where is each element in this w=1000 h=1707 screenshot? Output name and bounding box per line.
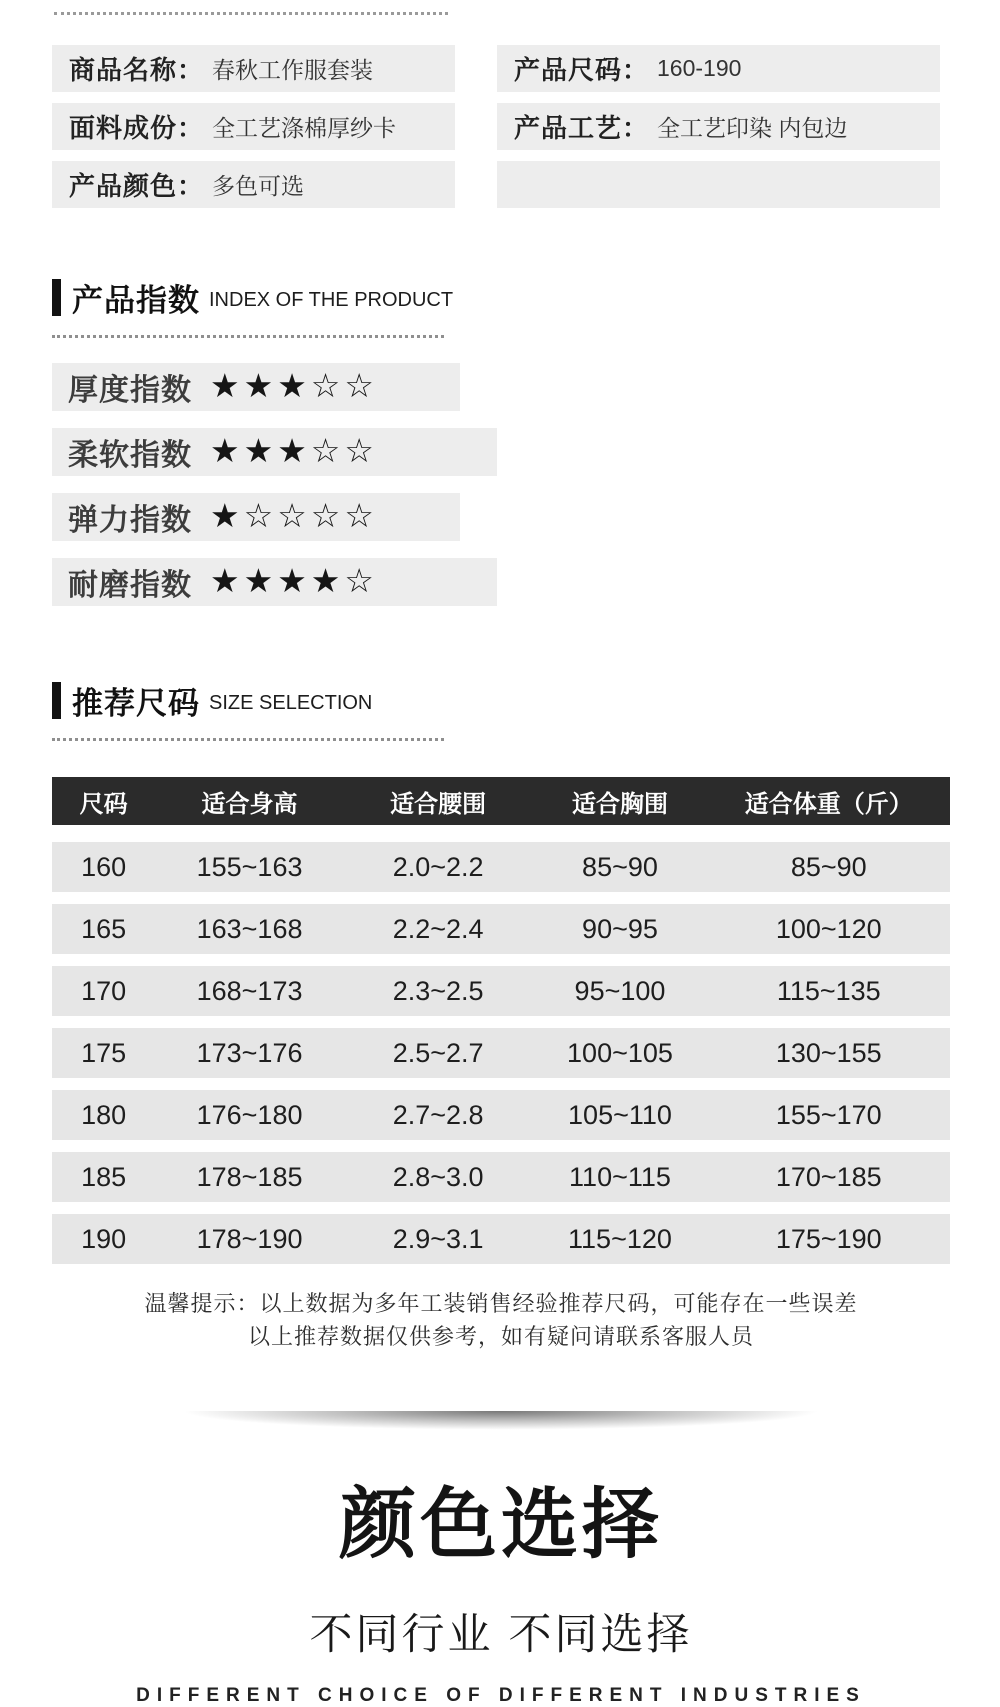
spec-box <box>52 45 455 92</box>
size-table-cell: 90~95 <box>582 913 658 944</box>
size-table-cell: 155~170 <box>775 1099 882 1130</box>
specs-right-column <box>497 45 940 219</box>
rating-label: 厚度指数 <box>68 374 192 407</box>
header-bar-icon <box>52 682 61 719</box>
size-table-cell: 100~105 <box>567 1037 673 1068</box>
size-table-cell: 168~173 <box>196 975 303 1006</box>
size-table-cell: 130~155 <box>775 1037 882 1068</box>
size-table-header <box>52 777 950 825</box>
spec-box <box>497 103 940 150</box>
star-filled-icon: ★ <box>277 561 311 599</box>
star-empty-icon: ☆ <box>277 496 311 534</box>
size-table-cell: 175 <box>81 1037 127 1068</box>
top-dotted-divider <box>54 12 448 15</box>
index-section-header <box>52 275 950 320</box>
spec-box <box>497 45 940 92</box>
product-specs <box>52 45 950 219</box>
spec-label: 面料成份： <box>69 113 205 143</box>
size-table-cell: 170~185 <box>775 1161 882 1192</box>
color-section-title: 颜色选择 <box>339 1482 663 1568</box>
shadow-divider <box>61 1411 941 1437</box>
spec-label: 产品颜色： <box>69 171 205 201</box>
size-table-cell: 2.3~2.5 <box>392 975 484 1006</box>
rating-label: 弹力指数 <box>68 504 192 537</box>
ratings-grid <box>52 363 950 623</box>
size-table-cell: 2.5~2.7 <box>392 1037 484 1068</box>
size-table-cell: 173~176 <box>196 1037 303 1068</box>
size-note-line2: 以上推荐数据仅供参考，如有疑问请联系客服人员 <box>247 1324 754 1349</box>
star-rating <box>210 366 378 406</box>
star-filled-icon: ★ <box>210 366 244 404</box>
star-filled-icon: ★ <box>243 431 278 469</box>
size-table-cell: 115~120 <box>568 1223 672 1254</box>
rating-row <box>52 428 497 476</box>
size-table-cell: 176~180 <box>196 1099 303 1130</box>
star-filled-icon: ★ <box>277 366 311 404</box>
star-empty-icon: ☆ <box>344 561 378 599</box>
size-table-cell: 115~135 <box>776 975 881 1006</box>
index-section-subtitle: INDEX OF THE PRODUCT <box>209 289 454 311</box>
size-table-cell: 190 <box>81 1223 127 1254</box>
spec-value: 多色可选 <box>212 173 305 199</box>
size-table-cell: 95~100 <box>574 975 666 1006</box>
size-table-row <box>52 1214 950 1264</box>
size-table-cell: 163~168 <box>196 913 303 944</box>
star-empty-icon: ☆ <box>243 496 278 534</box>
star-empty-icon: ☆ <box>310 496 345 534</box>
size-table-cell: 85~90 <box>582 851 658 882</box>
size-table-row <box>52 842 950 892</box>
size-table-row <box>52 904 950 954</box>
star-rating <box>210 431 378 471</box>
rating-row <box>52 363 460 411</box>
size-table-cell: 2.7~2.8 <box>392 1099 484 1130</box>
size-table-header-cell: 适合腰围 <box>390 790 487 818</box>
size-table-row <box>52 966 950 1016</box>
size-table-cell: 2.2~2.4 <box>392 913 484 944</box>
size-table-header-cell: 适合胸围 <box>571 790 668 818</box>
size-section-subtitle: SIZE SELECTION <box>209 692 373 714</box>
spec-value: 全工艺印染 内包边 <box>657 115 848 141</box>
size-table-header-cell: 尺码 <box>79 790 128 818</box>
size-table-cell: 85~90 <box>790 851 867 882</box>
size-table-cell: 180 <box>81 1099 127 1130</box>
star-empty-icon: ☆ <box>310 431 345 469</box>
color-section-subtitle: 不同行业 不同选择 <box>309 1611 693 1659</box>
spec-label: 商品名称： <box>69 55 205 85</box>
rating-row <box>52 493 460 541</box>
spec-label: 产品工艺： <box>514 113 650 143</box>
specs-left-column <box>52 45 455 219</box>
size-table-cell: 160 <box>81 851 127 882</box>
size-table-header-cell: 适合身高 <box>201 790 298 818</box>
rating-row <box>52 558 497 606</box>
spec-label: 产品尺码： <box>514 55 650 85</box>
star-empty-icon: ☆ <box>344 496 378 534</box>
star-filled-icon: ★ <box>210 496 244 534</box>
star-filled-icon: ★ <box>243 561 278 599</box>
star-filled-icon: ★ <box>210 431 244 469</box>
spec-box <box>52 103 455 150</box>
rating-label: 柔软指数 <box>68 439 192 472</box>
size-table-cell: 155~163 <box>196 851 303 882</box>
size-table-cell: 105~110 <box>568 1099 672 1130</box>
star-empty-icon: ☆ <box>310 366 345 404</box>
star-filled-icon: ★ <box>210 561 244 599</box>
size-table-cell: 170 <box>81 975 127 1006</box>
header-bar-icon <box>52 279 61 316</box>
rating-label: 耐磨指数 <box>68 569 192 602</box>
size-section-title: 推荐尺码 <box>72 686 200 721</box>
star-rating <box>210 561 378 601</box>
star-empty-icon: ☆ <box>344 366 378 404</box>
spec-value: 全工艺涤棉厚纱卡 <box>212 115 397 141</box>
size-table-cell: 185 <box>81 1161 127 1192</box>
size-section-divider <box>52 738 444 741</box>
size-section-header <box>52 678 950 723</box>
size-table-row <box>52 1028 950 1078</box>
size-table <box>52 777 950 1264</box>
size-table-cell: 2.8~3.0 <box>392 1161 484 1192</box>
spec-box <box>52 161 455 208</box>
size-note-line1: 温馨提示：以上数据为多年工装销售经验推荐尺码，可能存在一些误差 <box>144 1291 858 1316</box>
size-table-row <box>52 1152 950 1202</box>
size-table-row <box>52 1090 950 1140</box>
spec-value: 春秋工作服套装 <box>212 57 374 83</box>
spec-value: 160-190 <box>657 55 742 81</box>
size-table-body <box>52 842 950 1264</box>
size-table-cell: 165 <box>81 913 127 944</box>
index-section-divider <box>52 335 444 338</box>
size-table-cell: 175~190 <box>775 1223 882 1254</box>
star-rating <box>210 496 378 536</box>
size-note <box>52 1287 950 1353</box>
size-table-cell: 178~190 <box>196 1223 303 1254</box>
spec-box <box>497 161 940 208</box>
star-empty-icon: ☆ <box>344 431 378 469</box>
star-filled-icon: ★ <box>310 561 345 599</box>
size-table-cell: 178~185 <box>196 1161 303 1192</box>
size-table-cell: 100~120 <box>775 913 882 944</box>
star-filled-icon: ★ <box>277 431 311 469</box>
size-table-cell: 2.0~2.2 <box>392 851 484 882</box>
star-filled-icon: ★ <box>243 366 278 404</box>
color-section-subtitle-en: DIFFERENT CHOICE OF DIFFERENT INDUSTRIES <box>136 1685 866 1706</box>
index-section-title: 产品指数 <box>72 283 200 318</box>
size-table-cell: 2.9~3.1 <box>392 1223 484 1254</box>
color-section <box>52 1463 950 1707</box>
size-table-header-cell: 适合体重（斤） <box>744 790 913 818</box>
size-table-cell: 110~115 <box>569 1161 671 1192</box>
